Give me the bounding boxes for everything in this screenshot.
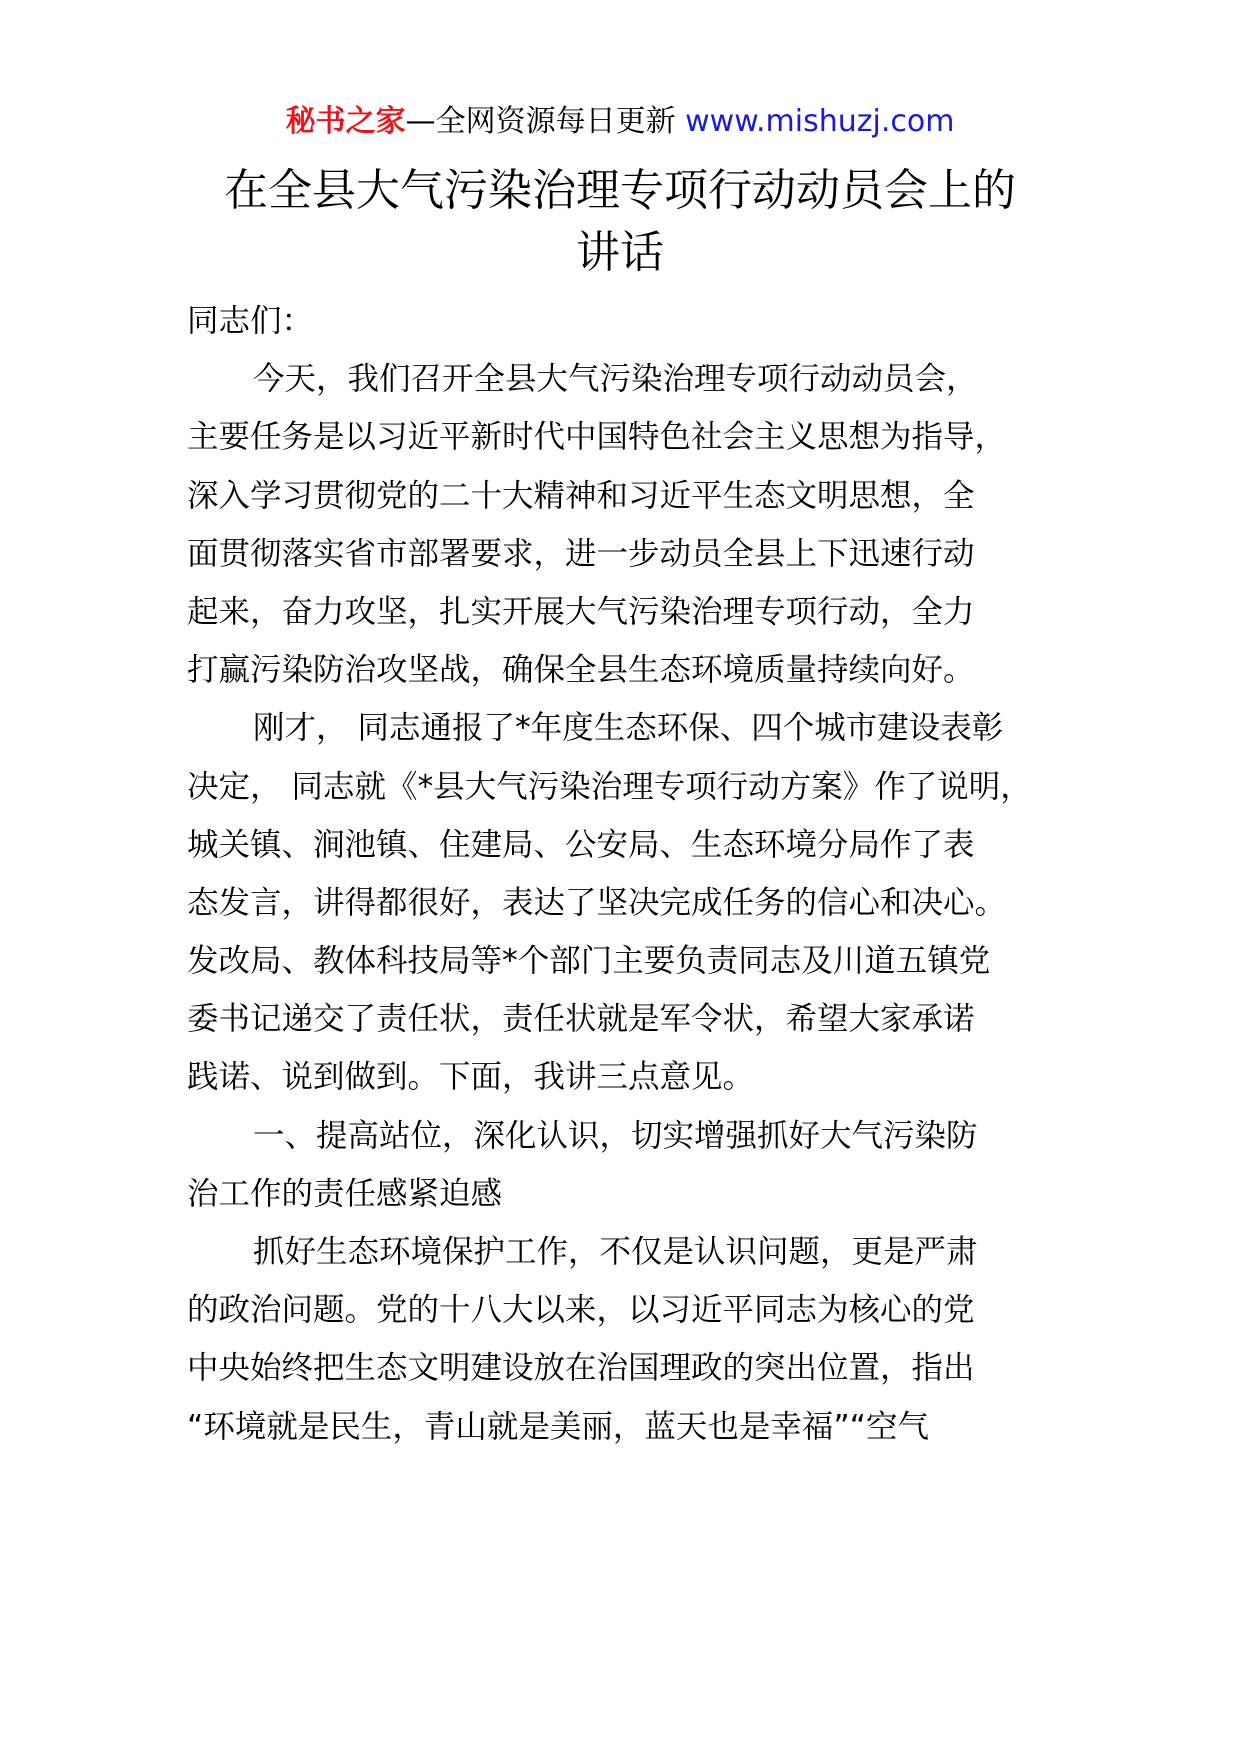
title-line: 讲话 bbox=[576, 227, 664, 278]
body-line: 中央始终把生态文明建设放在治国理政的突出位置，指出 bbox=[187, 1350, 975, 1387]
body-line: 城关镇、涧池镇、住建局、公安局、生态环境分局作了表 bbox=[187, 826, 975, 863]
title-line: 在全县大气污染治理专项行动动员会上的 bbox=[224, 165, 1016, 216]
body-line: “环境就是民生，青山就是美丽，蓝天也是幸福”“空气 bbox=[187, 1408, 929, 1445]
body-line: 主要任务是以习近平新时代中国特色社会主义思想为指导， bbox=[187, 419, 1007, 456]
body-line: 刚才， 同志通报了*年度生态环保、四个城市建设表彰 bbox=[253, 710, 1004, 747]
brand-name: 秘书之家 bbox=[285, 104, 406, 139]
body-line: 决定， 同志就《*县大气污染治理专项行动方案》作了说明， bbox=[187, 768, 1032, 805]
body-line: 今天，我们召开全县大气污染治理专项行动动员会， bbox=[253, 361, 978, 398]
document-title bbox=[0, 160, 1240, 284]
salutation: 同志们： bbox=[187, 303, 314, 339]
body-line: 践诺、说到做到。下面，我讲三点意见。 bbox=[187, 1059, 755, 1096]
body-line: 的政治问题。党的十八大以来，以习近平同志为核心的党 bbox=[187, 1292, 975, 1329]
body-line: 面贯彻落实省市部署要求，进一步动员全县上下迅速行动 bbox=[187, 535, 975, 572]
body-line: 态发言，讲得都很好，表达了坚决完成任务的信心和决心。 bbox=[187, 884, 1007, 921]
section-heading-line: 一、提高站位，深化认识，切实增强抓好大气污染防 bbox=[253, 1117, 978, 1154]
site-url-link[interactable]: www.mishuzj.com bbox=[685, 104, 955, 139]
section-heading-line: 治工作的责任感紧迫感 bbox=[187, 1175, 503, 1212]
document-body bbox=[187, 292, 1087, 1456]
body-line: 起来，奋力攻坚，扎实开展大气污染治理专项行动，全力 bbox=[187, 593, 975, 630]
header-slogan: —全网资源每日更新 bbox=[405, 104, 686, 139]
body-line: 抓好生态环境保护工作，不仅是认识问题，更是严肃 bbox=[253, 1234, 978, 1270]
body-line: 委书记递交了责任状，责任状就是军令状，希望大家承诺 bbox=[187, 1001, 975, 1038]
body-line: 发改局、教体科技局等*个部门主要负责同志及川道五镇党 bbox=[187, 943, 991, 980]
body-line: 打赢污染防治攻坚战，确保全县生态环境质量持续向好。 bbox=[187, 652, 975, 689]
header-banner bbox=[0, 100, 1240, 144]
body-line: 深入学习贯彻党的二十大精神和习近平生态文明思想，全 bbox=[187, 477, 975, 514]
